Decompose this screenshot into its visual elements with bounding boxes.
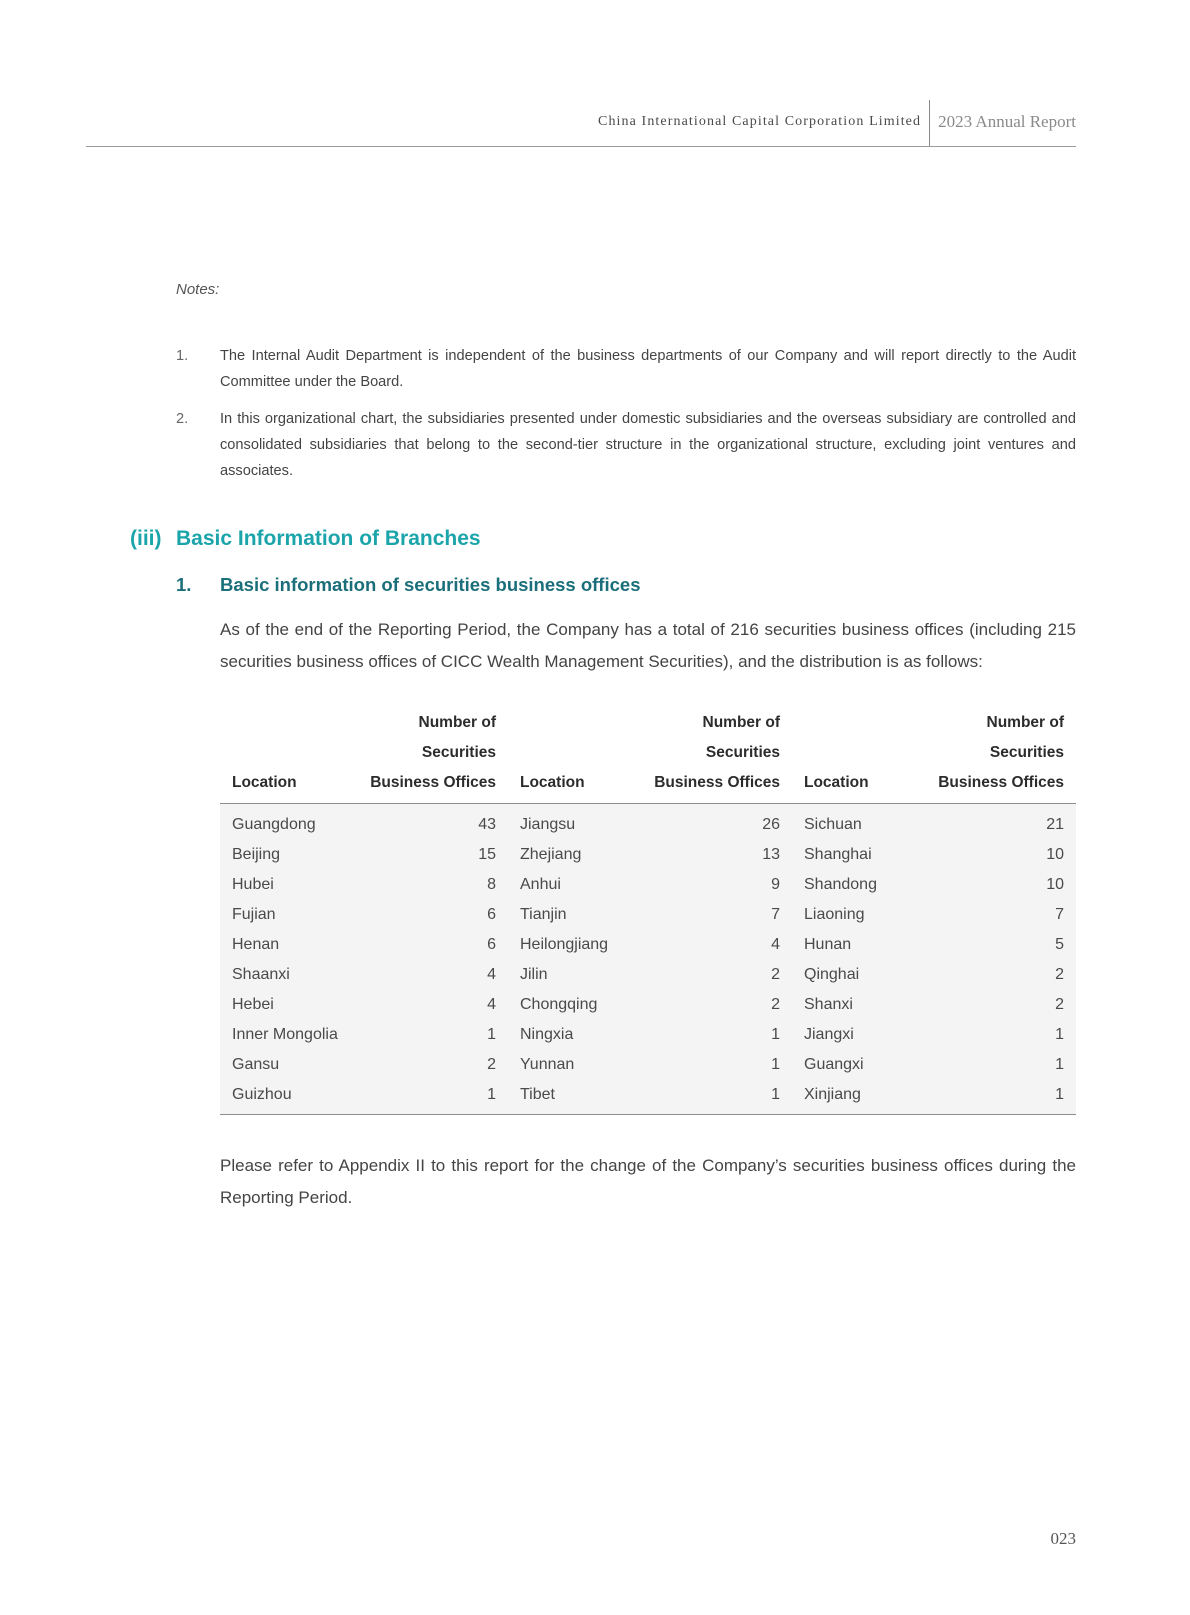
note-number: 1. xyxy=(176,348,189,364)
table-cell-location: Shanxi xyxy=(804,996,853,1013)
table-cell-location: Zhejiang xyxy=(520,846,582,863)
table-cell-location: Shaanxi xyxy=(232,966,290,983)
table-cell-count: 2 xyxy=(1055,996,1064,1013)
section-heading xyxy=(130,527,481,551)
table-cell-location: Jiangsu xyxy=(520,816,576,833)
table-cell-location: Hunan xyxy=(804,936,852,953)
table-cell-count: 1 xyxy=(1055,1026,1064,1043)
table-cell-count: 5 xyxy=(1055,936,1064,953)
table-cell-location: Inner Mongolia xyxy=(232,1026,338,1043)
page-header xyxy=(598,100,1076,146)
table-cell-location: Qinghai xyxy=(804,966,860,983)
page-number: 023 xyxy=(1050,1529,1076,1548)
table-cell-location: Xinjiang xyxy=(804,1086,861,1103)
table-cell-count: 21 xyxy=(1046,816,1064,833)
note-text: In this organizational chart, the subsidiaries presented under domestic subsidiaries and the overseas subsidiary are controlled and consolidated subsidiaries that belong to the second-tier structure in the organizational structure, excluding joint ventures and associates. xyxy=(220,411,1076,479)
table-cell-count: 1 xyxy=(487,1086,496,1103)
table-bottom-rule xyxy=(220,1114,1076,1115)
table-cell-count: 8 xyxy=(487,876,496,893)
table-cell-location: Guangxi xyxy=(804,1056,864,1073)
table-row xyxy=(220,960,1076,990)
table-cell-count: 43 xyxy=(478,816,496,833)
table-row xyxy=(220,1020,1076,1050)
note-number: 2. xyxy=(176,411,189,427)
table-cell-location: Chongqing xyxy=(520,996,598,1013)
table-row xyxy=(220,840,1076,870)
table-cell-location: Gansu xyxy=(232,1056,280,1073)
table-cell-location: Anhui xyxy=(520,876,561,893)
section-tag: (iii) xyxy=(130,527,162,550)
table-cell-count: 1 xyxy=(771,1026,780,1043)
table-cell-location: Fujian xyxy=(232,906,276,923)
table-cell-location: Tibet xyxy=(520,1086,555,1103)
table-row xyxy=(220,900,1076,930)
table-row xyxy=(220,870,1076,900)
subsection-tag: 1. xyxy=(176,574,192,595)
header-rule xyxy=(86,146,1076,147)
footnote-paragraph: Please refer to Appendix II to this report for the change of the Company’s securities business offices during the Reporting Period. xyxy=(220,1156,1076,1207)
table-cell-count: 1 xyxy=(487,1026,496,1043)
subsection-title: Basic information of securities business offices xyxy=(220,574,641,595)
table-cell-location: Hubei xyxy=(232,876,274,893)
table-cell-count: 26 xyxy=(762,816,780,833)
table-cell-location: Hebei xyxy=(232,996,274,1013)
table-cell-count: 6 xyxy=(487,906,496,923)
table-cell-location: Yunnan xyxy=(520,1056,575,1073)
table-cell-count: 7 xyxy=(1055,906,1064,923)
column-header-count: Number of Securities Business Offices xyxy=(370,714,496,791)
table-cell-location: Guangdong xyxy=(232,816,316,833)
table-row xyxy=(220,930,1076,960)
column-header-location: Location xyxy=(520,774,585,791)
table-cell-count: 9 xyxy=(771,876,780,893)
table-cell-count: 2 xyxy=(771,966,780,983)
table-cell-count: 15 xyxy=(478,846,496,863)
table-cell-location: Heilongjiang xyxy=(520,936,609,953)
table-cell-count: 1 xyxy=(771,1056,780,1073)
table-cell-location: Shanghai xyxy=(804,846,872,863)
column-header-count: Number of Securities Business Offices xyxy=(654,714,780,791)
column-header-location: Location xyxy=(232,774,297,791)
table-row xyxy=(220,1050,1076,1080)
table-cell-location: Guizhou xyxy=(232,1086,292,1103)
table-row xyxy=(220,990,1076,1020)
table-cell-count: 2 xyxy=(487,1056,496,1073)
table-header-row xyxy=(220,708,1076,804)
table-cell-count: 1 xyxy=(771,1086,780,1103)
header-company-name: China International Capital Corporation Limited xyxy=(598,114,922,129)
table-cell-count: 10 xyxy=(1046,876,1064,893)
table-cell-location: Liaoning xyxy=(804,906,865,923)
note-text: The Internal Audit Department is independent of the business departments of our Company and will report directly to the Audit Committee under the Board. xyxy=(220,348,1076,390)
table-cell-count: 1 xyxy=(1055,1086,1064,1103)
note-item xyxy=(176,343,1076,395)
subsection-heading xyxy=(176,574,640,596)
offices-table xyxy=(220,708,1076,1115)
table-cell-location: Jiangxi xyxy=(804,1026,854,1043)
header-report-title: 2023 Annual Report xyxy=(938,112,1076,131)
table-cell-location: Beijing xyxy=(232,846,281,863)
table-cell-count: 6 xyxy=(487,936,496,953)
table-cell-count: 13 xyxy=(762,846,780,863)
table-cell-location: Shandong xyxy=(804,876,877,893)
table-cell-count: 2 xyxy=(1055,966,1064,983)
table-cell-location: Henan xyxy=(232,936,280,953)
table-cell-count: 7 xyxy=(771,906,780,923)
table-cell-location: Sichuan xyxy=(804,816,862,833)
table-cell-location: Ningxia xyxy=(520,1026,574,1043)
table-cell-count: 10 xyxy=(1046,846,1064,863)
table-cell-count: 4 xyxy=(487,966,496,983)
notes-title: Notes: xyxy=(176,281,220,298)
section-title: Basic Information of Branches xyxy=(176,527,481,550)
table-cell-count: 1 xyxy=(1055,1056,1064,1073)
table-cell-location: Jilin xyxy=(520,966,548,983)
note-item xyxy=(176,406,1076,484)
table-cell-count: 4 xyxy=(771,936,780,953)
column-header-location: Location xyxy=(804,774,869,791)
table-cell-location: Tianjin xyxy=(520,906,567,923)
table-cell-count: 4 xyxy=(487,996,496,1013)
table-row xyxy=(220,804,1076,841)
table-row xyxy=(220,1080,1076,1114)
intro-paragraph: As of the end of the Reporting Period, the Company has a total of 216 securities business offices (including 215 securities business offices of CICC Wealth Management Securities), and the distribution is as follows: xyxy=(220,620,1076,671)
column-header-count: Number of Securities Business Offices xyxy=(938,714,1064,791)
table-cell-count: 2 xyxy=(771,996,780,1013)
